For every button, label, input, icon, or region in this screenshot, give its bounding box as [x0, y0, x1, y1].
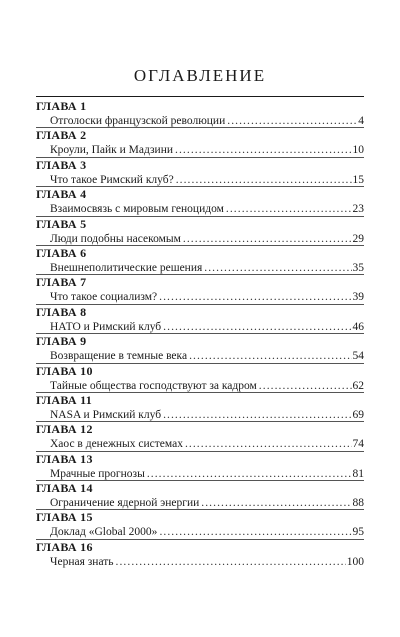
chapter-label: ГЛАВА 5 [36, 216, 87, 231]
chapter-page-number: 54 [352, 350, 364, 363]
chapter-title: Черная знать [50, 555, 114, 568]
toc-entry[interactable] [36, 187, 364, 216]
dot-leader [175, 143, 351, 157]
chapter-page-number: 62 [352, 379, 364, 392]
chapter-label: ГЛАВА 4 [36, 187, 87, 202]
chapter-label: ГЛАВА 13 [36, 451, 93, 466]
chapter-page-number: 81 [352, 467, 364, 480]
chapter-page-number: 10 [352, 144, 364, 157]
toc-entry[interactable] [36, 510, 364, 539]
dot-leader [176, 173, 352, 187]
chapter-title: НАТО и Римский клуб [50, 320, 162, 333]
toc-heading: ОГЛАВЛЕНИЕ [133, 66, 267, 85]
chapter-line [50, 408, 364, 422]
dot-leader [226, 202, 352, 216]
chapter-title: Ограничение ядерной энергии [50, 497, 200, 510]
chapter-title: Кроули, Пайк и Мадзини [50, 144, 174, 157]
chapter-line [50, 320, 364, 334]
chapter-title: Тайные общества господствуют за кадром [50, 379, 257, 392]
chapter-label: ГЛАВА 9 [36, 334, 87, 349]
dot-leader [201, 496, 351, 510]
chapter-title: Что такое Римский клуб? [50, 173, 174, 186]
chapter-label: ГЛАВА 12 [36, 422, 93, 437]
chapter-label: ГЛАВА 2 [36, 128, 87, 143]
dot-leader [163, 408, 351, 422]
chapter-line [50, 496, 364, 510]
chapter-page-number: 74 [352, 438, 364, 451]
chapter-label: ГЛАВА 7 [36, 275, 87, 290]
toc-entry[interactable] [36, 158, 364, 187]
chapter-page-number: 4 [358, 115, 364, 127]
chapter-page-number: 88 [352, 497, 364, 510]
toc-entry[interactable] [36, 128, 364, 157]
chapter-line [50, 114, 364, 128]
chapter-label: ГЛАВА 14 [36, 481, 93, 496]
toc-entry[interactable] [36, 334, 364, 363]
chapter-page-number: 29 [352, 232, 364, 245]
toc-entry[interactable] [36, 393, 364, 422]
dot-leader [159, 525, 351, 539]
dot-leader [189, 349, 351, 363]
dot-leader [116, 555, 346, 569]
dot-leader [204, 261, 351, 275]
chapter-line [50, 261, 364, 275]
chapter-label: ГЛАВА 3 [36, 157, 87, 172]
dot-leader [163, 320, 351, 334]
chapter-label: ГЛАВА 1 [36, 99, 87, 113]
chapter-title: Люди подобны насекомым [50, 232, 181, 245]
chapter-label: ГЛАВА 6 [36, 245, 87, 260]
chapter-title: Взаимосвязь с мировым геноцидом [50, 203, 224, 216]
toc-entry[interactable] [36, 305, 364, 334]
dot-leader [259, 379, 352, 393]
chapter-page-number: 95 [352, 526, 364, 539]
dot-leader [183, 232, 352, 246]
chapter-line [50, 232, 364, 246]
chapter-line [50, 202, 364, 216]
chapter-page-number: 69 [352, 408, 364, 421]
chapter-title: Что такое социализм? [50, 291, 158, 304]
chapter-label: ГЛАВА 10 [36, 363, 93, 378]
chapter-label: ГЛАВА 8 [36, 304, 87, 319]
chapter-page-number: 15 [352, 173, 364, 186]
chapter-label: ГЛАВА 16 [36, 539, 93, 554]
toc-entry[interactable] [36, 540, 364, 569]
chapter-line [50, 555, 364, 569]
dot-leader [185, 437, 352, 451]
chapter-title: Внешнеполитические решения [50, 261, 203, 274]
chapter-line [50, 143, 364, 157]
chapter-title: Возвращение в темные века [50, 350, 188, 363]
toc-entry[interactable] [36, 452, 364, 481]
dot-leader [159, 290, 351, 304]
chapter-page-number: 39 [352, 291, 364, 304]
chapter-line [50, 379, 364, 393]
toc-entry[interactable] [36, 246, 364, 275]
toc-entry[interactable] [36, 364, 364, 393]
chapter-title: Хаос в денежных системах [50, 438, 183, 451]
toc-entry[interactable] [36, 99, 364, 128]
chapter-title: Мрачные прогнозы [50, 467, 145, 480]
chapter-page-number: 23 [352, 203, 364, 216]
chapter-title: NASA и Римский клуб [50, 408, 162, 421]
chapter-label: ГЛАВА 15 [36, 510, 93, 525]
chapter-line [50, 349, 364, 363]
chapter-line [50, 437, 364, 451]
toc-entry[interactable] [36, 217, 364, 246]
chapter-line [50, 290, 364, 304]
toc-entry[interactable] [36, 275, 364, 304]
chapter-page-number: 46 [352, 320, 364, 333]
toc-list [36, 99, 364, 569]
toc-heading-rule [36, 96, 364, 97]
chapter-title: Отголоски французской революции [50, 115, 226, 127]
toc-entry[interactable] [36, 422, 364, 451]
chapter-page-number: 100 [346, 555, 364, 568]
chapter-line [50, 173, 364, 187]
dot-leader [227, 114, 357, 128]
chapter-title: Доклад «Global 2000» [50, 526, 158, 539]
chapter-line [50, 467, 364, 481]
chapter-line [50, 525, 364, 539]
chapter-page-number: 35 [352, 261, 364, 274]
toc-entry[interactable] [36, 481, 364, 510]
dot-leader [147, 467, 352, 481]
chapter-label: ГЛАВА 11 [36, 392, 93, 407]
